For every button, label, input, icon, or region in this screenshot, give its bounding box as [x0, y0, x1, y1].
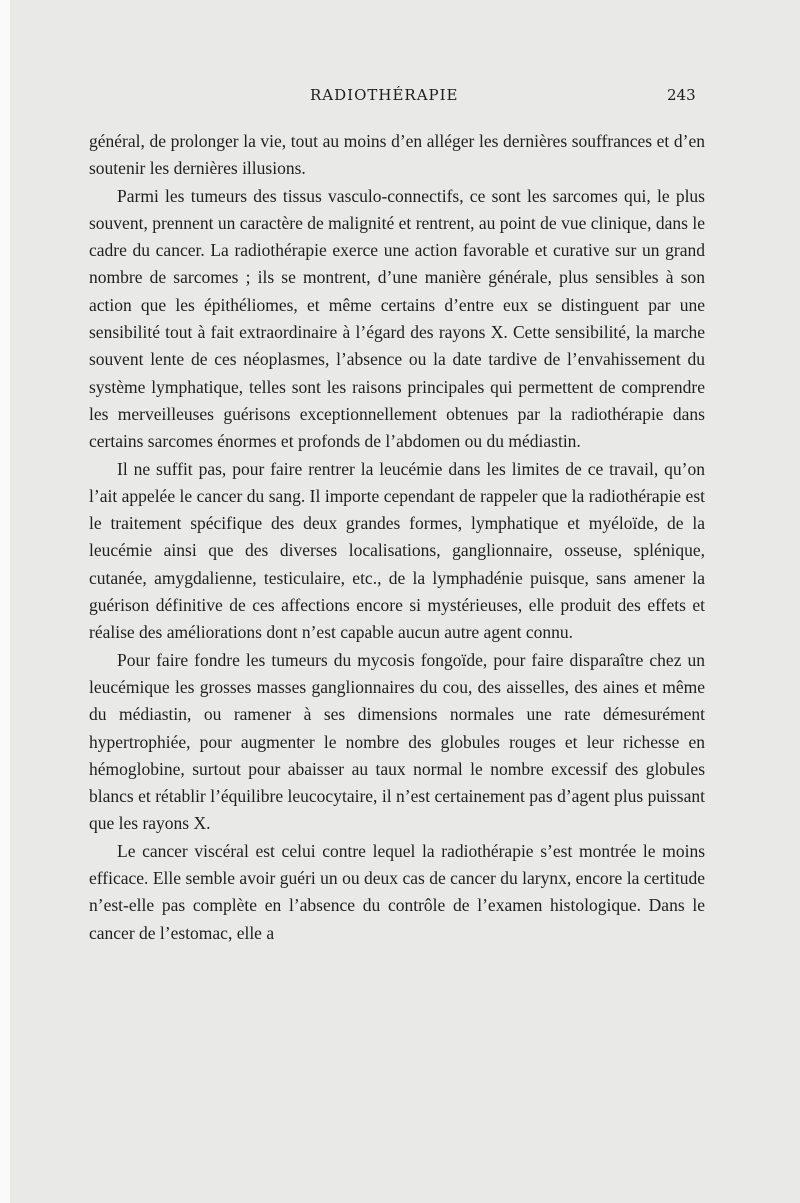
- scan-margin: [0, 0, 10, 1203]
- paragraph-sarcomes: Parmi les tumeurs des tissus vasculo-connectifs, ce sont les sarcomes qui, le plus souvent, prennent un caractère de malignité et rentrent, au point de vue clinique, dans le cadre du cancer. La radiothérapie exerce une action favorable et curative sur un grand nombre de sarcomes ; ils se montrent, d’une manière générale, plus sensibles à son action que les épithéliomes, et même certains d’entre eux se distinguent par une sensibilité tout à fait extraordinaire à l’égard des rayons X. Cette sensibilité, la marche souvent lente de ces néoplasmes, l’absence ou la date tardive de l’envahissement du système lymphatique, telles sont les raisons principales qui permettent de comprendre les merveilleuses guérisons exceptionnellement obtenues par la radiothérapie dans certains sarcomes énormes et profonds de l’abdomen ou du médiastin.: [89, 185, 705, 452]
- page-number: 243: [667, 86, 696, 104]
- page-title: RADIOTHÉRAPIE: [310, 86, 459, 104]
- body-text: [89, 128, 705, 947]
- running-head: [0, 86, 800, 114]
- paragraph-mycosis: Pour faire fondre les tumeurs du mycosis fongoïde, pour faire disparaître chez un leucémique les grosses masses ganglionnaires du cou, des aisselles, des aines et même du médiastin, ou ramener à ses dimensions normales une rate démesurément hypertrophiée, pour augmenter le nombre des globules rouges et leur richesse en hémoglobine, surtout pour abaisser au taux normal le nombre excessif des globules blancs et rétablir l’équilibre leucocytaire, il n’est certainement pas d’agent plus puissant que les rayons X.: [89, 649, 705, 834]
- paragraph-leucemie: Il ne suffit pas, pour faire rentrer la leucémie dans les limites de ce travail, qu’on l’ait appelée le cancer du sang. Il importe cependant de rappeler que la radiothérapie est le traitement spécifique des deux grandes formes, lymphatique et myéloïde, de la leucémie ainsi que des diverses localisations, ganglionnaire, osseuse, splénique, cutanée, amygdalienne, testiculaire, etc., de la lymphadénie puisque, sans amener la guérison définitive de ces affections encore si mystérieuses, elle produit des effets et réalise des améliorations dont n’est capable aucun autre agent connu.: [89, 458, 705, 643]
- paragraph-cancer-visceral: Le cancer viscéral est celui contre lequel la radiothérapie s’est montrée le moins efficace. Elle semble avoir guéri un ou deux cas de cancer du larynx, encore la certitude n’est-elle pas complète en l’absence du contrôle de l’examen histologique. Dans le cancer de l’estomac, elle a: [89, 840, 705, 943]
- paragraph-continued: général, de prolonger la vie, tout au moins d’en alléger les dernières souffrances et d’en soutenir les dernières illusions.: [89, 131, 705, 179]
